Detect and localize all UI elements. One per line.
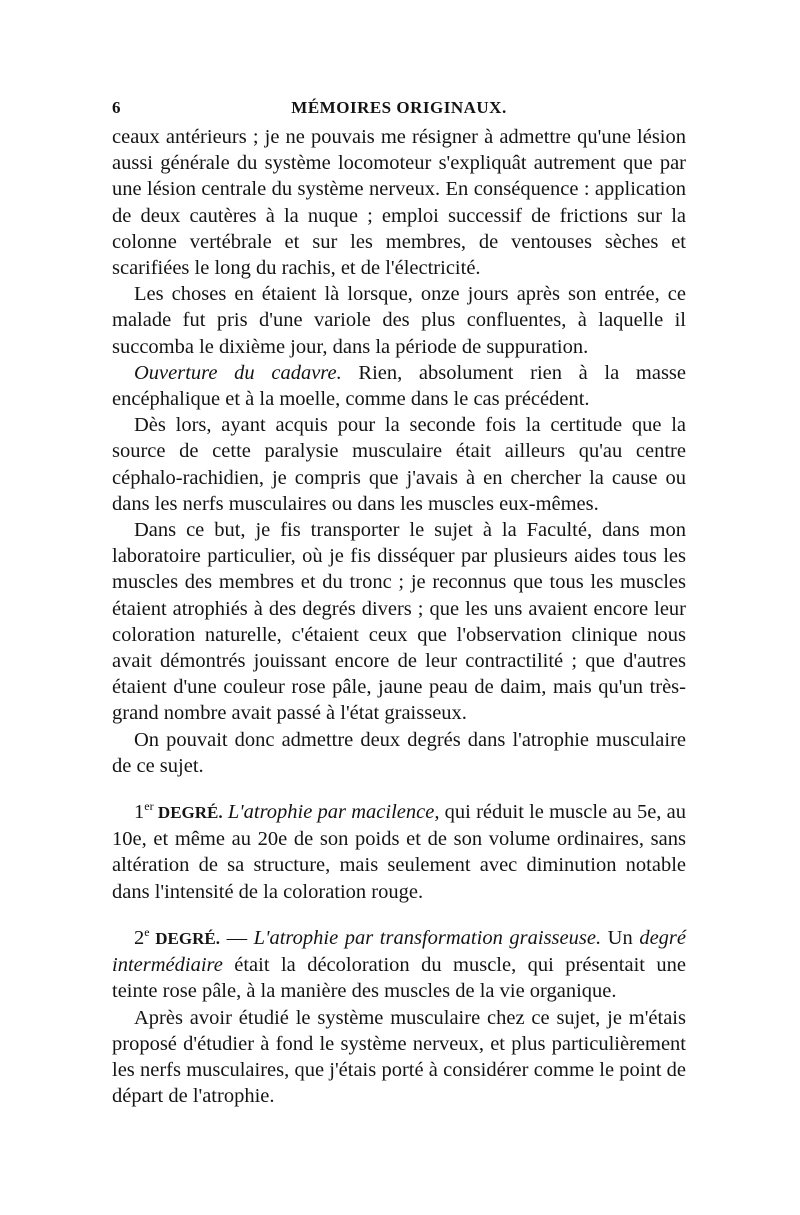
paragraph-4 xyxy=(112,412,686,517)
paragraph-autopsy xyxy=(112,360,686,412)
degree-2-paragraph xyxy=(112,925,686,1005)
final-paragraph-text: Après avoir étudié le système musculaire chez ce sujet, je m'étais proposé d'étudier à fond le système nerveux, et plus particulièrement les nerfs musculaires, que j'étais porté à considérer comme le point de départ de l'atrophie. xyxy=(112,1006,686,1108)
autopsy-heading: Ouverture du cadavre. xyxy=(134,361,342,384)
paragraph-1 xyxy=(112,124,686,281)
degree-1-number: 1 xyxy=(134,801,145,824)
paragraph-2 xyxy=(112,281,686,360)
running-title: MÉMOIRES ORIGINAUX. xyxy=(291,98,507,117)
degree-2-heading: L'atrophie par transformation graisseuse. xyxy=(253,926,602,949)
degree-1-label: DEGRÉ. xyxy=(153,803,223,823)
degree-1-paragraph xyxy=(112,799,686,905)
degree-2-label: DEGRÉ. xyxy=(149,928,220,948)
final-paragraph xyxy=(112,1005,686,1110)
paragraph-5-text: Dans ce but, je fis transporter le sujet à la Faculté, dans mon laboratoire particulier, où je fis disséquer par plusieurs aides tous les muscles des membres et du tronc ; je reconnus que tous les muscles étaient atrophiés à des degrés divers ; que les uns avaient encore leur coloration naturelle, c'étaient ceux que l'observation clinique nous avait démontrés jouissant encore de leur contractilité ; que d'autres étaient d'une couleur rose pâle, jaune peau de daim, mais qu'un très-grand nombre avait passé à l'état graisseux. xyxy=(112,519,686,725)
running-header xyxy=(112,98,686,122)
body-text xyxy=(112,124,686,1109)
degree-1-heading: L'atrophie par macilence, xyxy=(222,801,440,824)
paragraph-6-text: On pouvait donc admettre deux degrés dans l'atrophie musculaire de ce sujet. xyxy=(112,728,686,777)
degree-2-number: 2 xyxy=(134,926,145,949)
degree-2-superscript: e xyxy=(144,925,150,940)
degree-2-text-b: était la décoloration du muscle, qui présentait une teinte rose pâle, à la manière des muscles de la vie organique. xyxy=(112,954,686,1003)
degree-1-superscript: er xyxy=(144,799,154,814)
degree-1-text: qui réduit le muscle au 5e, au 10e, et même au 20e de son poids et de son volume ordinaires, sans altération de sa structure, mais seulement avec diminution notable dans l'intensité de la coloration rouge. xyxy=(112,801,686,903)
autopsy-text: Rien, absolument rien à la masse encéphalique et à la moelle, comme dans le cas précédent. xyxy=(112,361,686,411)
degree-2-text-a: Un xyxy=(601,926,640,949)
paragraph-1-text: ceaux antérieurs ; je ne pouvais me résigner à admettre qu'une lésion aussi générale du système locomoteur s'expliquât autrement que par une lésion centrale du système nerveux. En conséquence : application de deux cautères à la nuque ; emploi successif de frictions sur la colonne vertébrale et sur les membres, de ventouses sèches et scarifiées le long du rachis, et de l'électricité. xyxy=(112,126,686,280)
paragraph-6 xyxy=(112,727,686,779)
paragraph-5 xyxy=(112,517,686,727)
degree-2-dash: — xyxy=(220,926,254,949)
page-number: 6 xyxy=(112,98,121,117)
degree-2-intermediate: degré intermédiaire xyxy=(112,926,686,977)
paragraph-4-text: Dès lors, ayant acquis pour la seconde fois la certitude que la source de cette paralysie musculaire était ailleurs qu'au centre céphalo-rachidien, je compris que j'avais à en chercher la cause ou dans les nerfs musculaires ou dans les muscles eux-mêmes. xyxy=(112,414,686,515)
paragraph-2-text: Les choses en étaient là lorsque, onze jours après son entrée, ce malade fut pris d'une variole des plus confluentes, à laquelle il succomba le dixième jour, dans la période de suppuration. xyxy=(112,283,686,358)
